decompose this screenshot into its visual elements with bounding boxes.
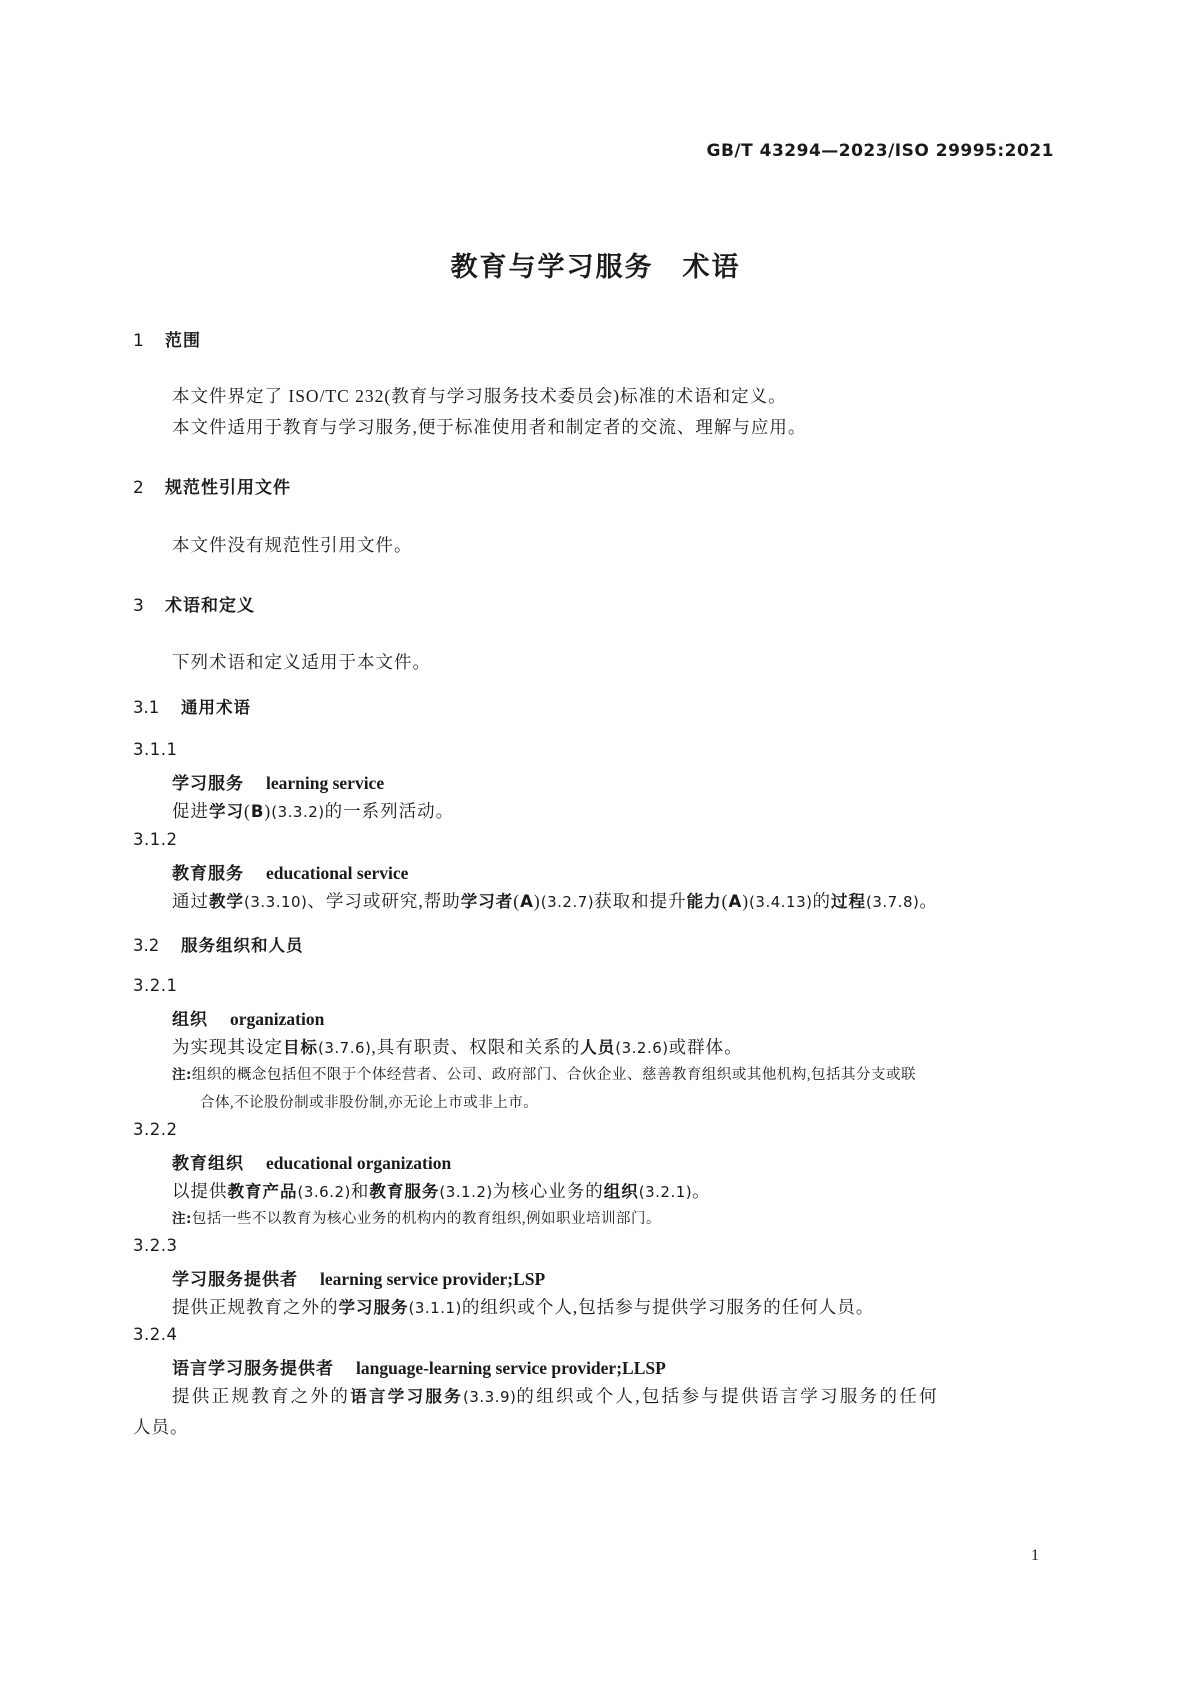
term-reference: (3.7.8) — [865, 893, 920, 911]
term-reference: (3.2.1) — [638, 1183, 693, 1201]
term-link: 学习服务 — [338, 1298, 409, 1317]
term-note-continuation: 合体,不论股份制或非股份制,亦无论上市或非上市。 — [200, 1095, 539, 1111]
terms-intro-paragraph: 下列术语和定义适用于本文件。 — [172, 652, 431, 672]
term-entry — [172, 1354, 666, 1379]
section-1-heading — [133, 326, 201, 351]
subsection-number: 3.1 — [133, 698, 160, 717]
term-note: 注:组织的概念包括但不限于个体经营者、公司、政府部门、合伙企业、慈善教育组织或其他机构,包括其分支或联 — [172, 1067, 917, 1083]
term-en: educational organization — [266, 1153, 452, 1173]
term-note: 注:包括一些不以教育为核心业务的机构内的教育组织,例如职业培训部门。 — [172, 1211, 662, 1227]
term-number: 3.2.2 — [133, 1120, 178, 1139]
section-number: 3 — [133, 596, 145, 616]
term-number: 3.2.3 — [133, 1236, 178, 1255]
term-link: 学习 — [209, 802, 244, 821]
term-reference: (3.6.2) — [297, 1183, 351, 1201]
standard-code: GB/T 43294—2023/ISO 29995:2021 — [706, 141, 1054, 161]
term-link: 人员 — [580, 1038, 616, 1057]
term-number: 3.2.1 — [133, 976, 178, 995]
section-title: 术语和定义 — [165, 596, 255, 616]
term-definition: 为实现其设定目标(3.7.6),具有职责、权限和关系的人员(3.2.6)或群体。 — [172, 1037, 743, 1057]
term-reference: (3.2.7) — [540, 893, 595, 911]
term-en: educational service — [266, 863, 409, 883]
section-title: 规范性引用文件 — [165, 478, 291, 498]
term-definition: 促进学习(B)(3.3.2)的一系列活动。 — [172, 801, 455, 821]
term-reference: (3.3.9) — [463, 1388, 517, 1406]
scope-paragraph-1: 本文件界定了 ISO/TC 232(教育与学习服务技术委员会)标准的术语和定义。 — [172, 386, 787, 406]
term-number: 3.1.2 — [133, 830, 178, 849]
term-entry — [172, 1005, 324, 1030]
document-title: 教育与学习服务 术语 — [450, 252, 741, 283]
term-zh: 教育服务 — [172, 864, 244, 884]
section-number: 2 — [133, 478, 145, 498]
term-link: 能力 — [686, 892, 722, 911]
term-zh: 教育组织 — [172, 1154, 244, 1174]
subsection-3-1-heading — [133, 694, 251, 718]
section-2-heading — [133, 473, 291, 498]
term-reference: (3.1.1) — [408, 1299, 462, 1317]
term-number: 3.2.4 — [133, 1325, 178, 1344]
term-zh: 语言学习服务提供者 — [172, 1359, 334, 1379]
term-link: 教育产品 — [227, 1182, 298, 1201]
subsection-number: 3.2 — [133, 936, 160, 955]
term-definition: 以提供教育产品(3.6.2)和教育服务(3.1.2)为核心业务的组织(3.2.1)。 — [172, 1181, 711, 1201]
term-zh: 学习服务 — [172, 774, 244, 794]
subsection-title: 服务组织和人员 — [181, 936, 304, 955]
note-label: 注: — [172, 1067, 192, 1083]
term-definition: 通过教学(3.3.10)、学习或研究,帮助学习者(A)(3.2.7)获取和提升能力(A)(3.4.13)的过程(3.7.8)。 — [172, 891, 938, 911]
term-reference: (3.7.6) — [318, 1039, 372, 1057]
subsection-3-2-heading — [133, 932, 304, 956]
term-number: 3.1.1 — [133, 740, 178, 759]
term-definition-continuation: 人员。 — [133, 1417, 189, 1437]
term-link: 过程 — [830, 892, 866, 911]
term-definition: 提供正规教育之外的学习服务(3.1.1)的组织或个人,包括参与提供学习服务的任何人员。 — [172, 1297, 875, 1317]
note-label: 注: — [172, 1211, 192, 1227]
term-link: 学习者 — [460, 892, 514, 911]
term-zh: 学习服务提供者 — [172, 1270, 298, 1290]
term-link: 语言学习服务 — [350, 1387, 464, 1406]
term-en: organization — [230, 1009, 325, 1029]
term-entry — [172, 769, 384, 794]
term-link: 教育服务 — [369, 1182, 440, 1201]
term-en: learning service — [266, 773, 385, 793]
section-3-heading — [133, 591, 255, 616]
term-zh: 组织 — [172, 1010, 208, 1030]
page-number: 1 — [1031, 1547, 1039, 1564]
term-link: 目标 — [283, 1038, 318, 1057]
section-title: 范围 — [165, 331, 201, 351]
term-entry — [172, 1265, 545, 1290]
term-en: learning service provider;LSP — [320, 1269, 546, 1289]
term-link: 教学 — [209, 892, 244, 911]
term-reference: (3.4.13) — [749, 893, 813, 911]
term-reference: (3.3.10) — [244, 893, 308, 911]
normative-references-paragraph: 本文件没有规范性引用文件。 — [172, 535, 413, 555]
term-reference: (3.3.2) — [271, 803, 325, 821]
term-entry — [172, 1149, 451, 1174]
term-link: 组织 — [603, 1182, 639, 1201]
subsection-title: 通用术语 — [181, 698, 251, 717]
term-reference: (3.2.6) — [615, 1039, 669, 1057]
term-reference: (3.1.2) — [439, 1183, 493, 1201]
term-definition: 提供正规教育之外的语言学习服务(3.3.9)的组织或个人,包括参与提供语言学习服务的任何 — [172, 1386, 939, 1406]
term-en: language-learning service provider;LLSP — [356, 1358, 666, 1378]
term-entry — [172, 859, 408, 884]
scope-paragraph-2: 本文件适用于教育与学习服务,便于标准使用者和制定者的交流、理解与应用。 — [172, 417, 807, 437]
section-number: 1 — [133, 331, 145, 351]
